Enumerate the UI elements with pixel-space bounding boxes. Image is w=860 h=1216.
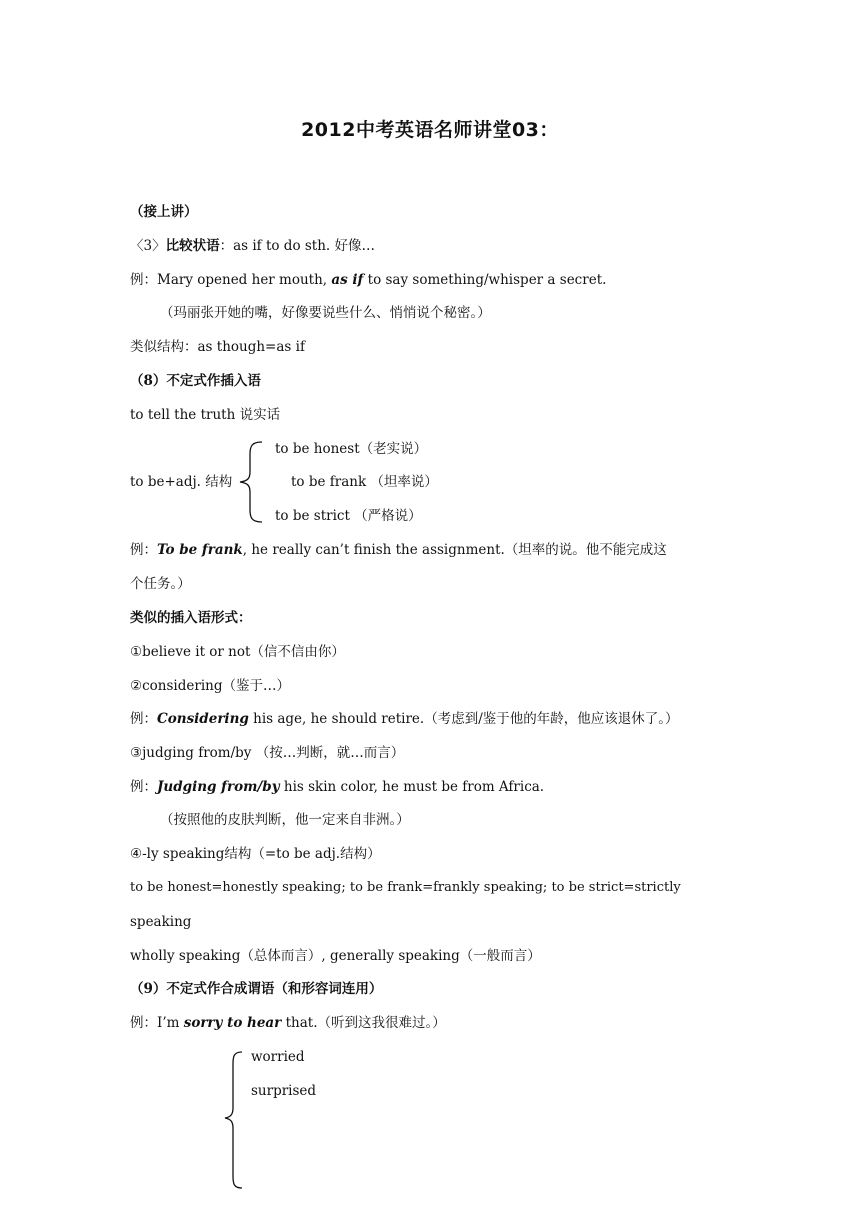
ly-speaking-line-3: wholly speaking（总体而言）, generally speaking（一般而言） <box>130 948 541 964</box>
example-2-emphasis: To be frank <box>157 542 243 558</box>
example-1-post: to say something/whisper a secret. <box>363 272 607 288</box>
compare-heading-num: 〈3〉 <box>130 238 166 254</box>
similar-forms-heading: 类似的插入语形式： <box>130 610 252 626</box>
item-1: ①believe it or not（信不信由你） <box>130 644 345 660</box>
example-1-emphasis: as if <box>331 272 364 288</box>
example-4-translation: （按照他的皮肤判断，他一定来自非洲。） <box>160 812 410 828</box>
similar-structure: 类似结构：as though=as if <box>130 339 305 355</box>
example-1-pre: 例：Mary opened her mouth, <box>130 272 332 288</box>
example-4 <box>130 777 544 797</box>
example-1 <box>130 270 606 290</box>
example-4-emphasis: Judging from/by <box>157 779 280 795</box>
compare-heading-label: 比较状语 <box>165 238 220 254</box>
item-2: ②considering（鉴于…） <box>130 678 290 694</box>
example-1-translation: （玛丽张开她的嘴，好像要说些什么、悄悄说个秘密。） <box>160 305 491 321</box>
example-3-post: his age, he should retire.（考虑到/鉴于他的年龄，他应该退休了。） <box>248 711 679 727</box>
example-5-emphasis: sorry to hear <box>183 1015 282 1031</box>
example-4-post: his skin color, he must be from Africa. <box>279 779 545 795</box>
brace2-icon <box>222 1050 246 1190</box>
brace1-item-2: to be frank （坦率说） <box>291 474 438 490</box>
brace1-item-3: to be strict （严格说） <box>275 508 422 524</box>
compare-heading-rest: ：as if to do sth. 好像… <box>219 238 376 254</box>
item-3: ③judging from/by （按…判断，就…而言） <box>130 745 405 761</box>
heading-9: （9）不定式作合成谓语（和形容词连用） <box>130 981 383 997</box>
page-title: 2012中考英语名师讲堂03： <box>301 119 559 141</box>
example-2-post: , he really can’t finish the assignment.（坦率的说。他不能完成这 <box>242 542 667 558</box>
continued-note: （接上讲） <box>130 204 198 220</box>
ly-speaking-line-2: speaking <box>130 914 192 930</box>
example-3-emphasis: Considering <box>157 711 249 727</box>
tell-truth-line: to tell the truth 说实话 <box>130 407 281 423</box>
example-2-pre: 例： <box>130 542 157 558</box>
example-2 <box>130 540 667 560</box>
brace2-item-1: worried <box>251 1049 305 1065</box>
brace1-item-1: to be honest（老实说） <box>275 441 428 457</box>
heading-8: （8）不定式作插入语 <box>130 373 261 389</box>
brace1-icon <box>236 440 266 524</box>
example-3 <box>130 709 679 729</box>
brace1-label: to be+adj. 结构 <box>130 474 233 490</box>
example-5-pre: 例：I’m <box>130 1015 184 1031</box>
example-5 <box>130 1013 446 1033</box>
example-5-post: that.（听到这我很难过。） <box>281 1015 446 1031</box>
example-2-continuation: 个任务。） <box>130 576 191 592</box>
brace2-item-2: surprised <box>251 1083 317 1099</box>
example-3-pre: 例： <box>130 711 157 727</box>
item-4: ④-ly speaking结构（=to be adj.结构） <box>130 846 381 862</box>
example-4-pre: 例： <box>130 779 157 795</box>
compare-heading <box>130 236 375 256</box>
ly-speaking-line-1: to be honest=honestly speaking; to be frank=frankly speaking; to be strict=strictly <box>130 880 681 895</box>
